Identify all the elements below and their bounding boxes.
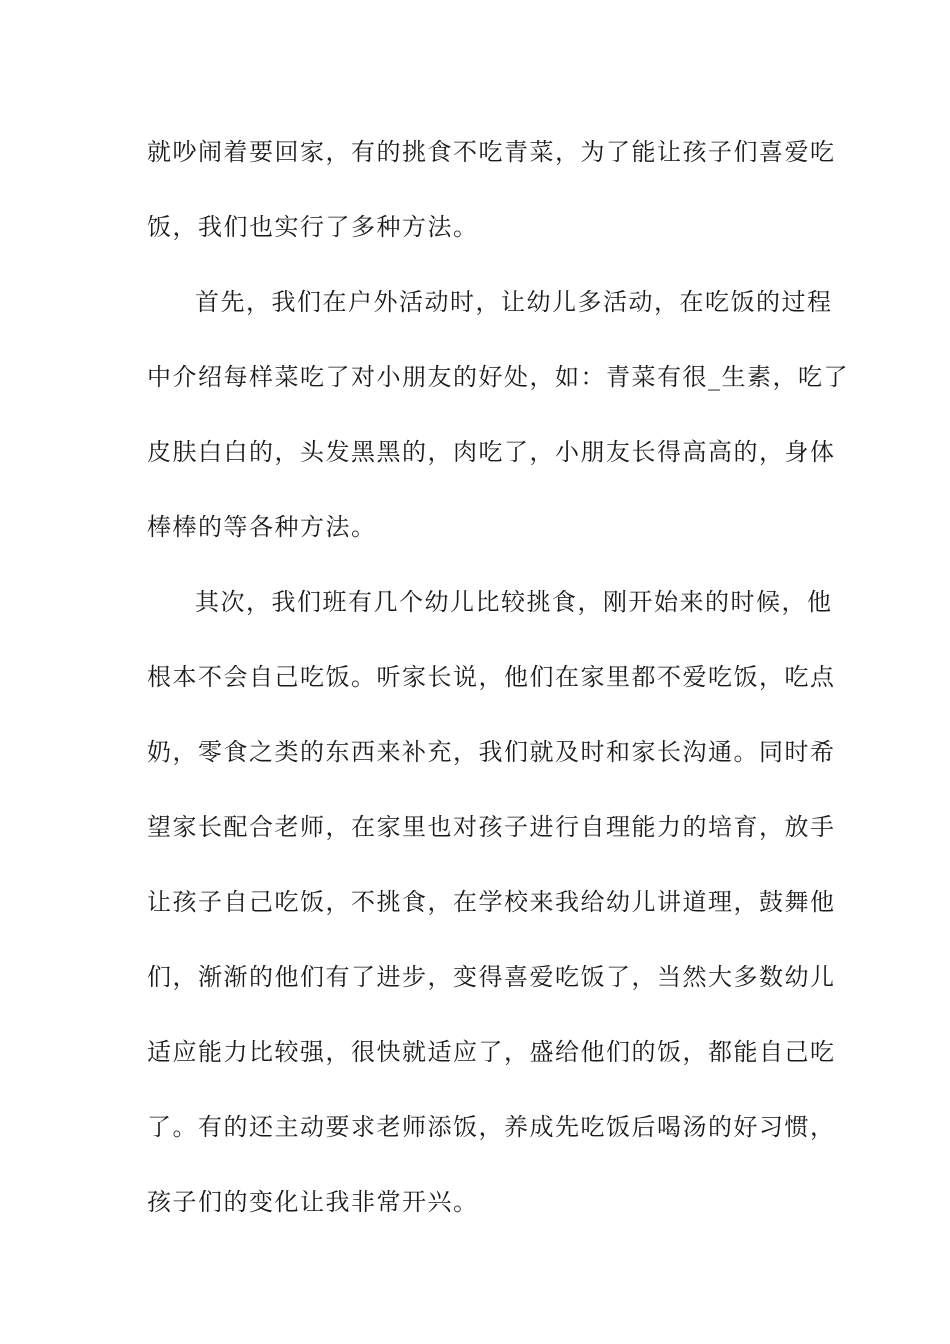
text-line: 孩子们的变化让我非常开兴。 bbox=[147, 1188, 479, 1216]
text-line: 们，渐渐的他们有了进步，变得喜爱吃饭了，当然大多数幼儿 bbox=[147, 963, 836, 991]
paragraph-first-line: 其次，我们班有几个幼儿比较挑食，刚开始来的时候，他 bbox=[195, 588, 833, 616]
text-line: 中介绍每样菜吃了对小朋友的好处，如：青菜有很_生素，吃了 bbox=[147, 363, 849, 391]
text-line: 望家长配合老师，在家里也对孩子进行自理能力的培育，放手 bbox=[147, 813, 836, 841]
text-line: 根本不会自己吃饭。听家长说，他们在家里都不爱吃饭，吃点 bbox=[147, 663, 836, 691]
text-line: 棒棒的等各种方法。 bbox=[147, 513, 377, 541]
text-line: 奶，零食之类的东西来补充，我们就及时和家长沟通。同时希 bbox=[147, 738, 836, 766]
paragraph-first-line: 首先，我们在户外活动时，让幼儿多活动，在吃饭的过程 bbox=[195, 288, 833, 316]
text-line: 皮肤白白的，头发黑黑的，肉吃了，小朋友长得高高的，身体 bbox=[147, 438, 836, 466]
text-line: 让孩子自己吃饭，不挑食，在学校来我给幼儿讲道理，鼓舞他 bbox=[147, 888, 836, 916]
text-line: 就吵闹着要回家，有的挑食不吃青菜，为了能让孩子们喜爱吃 bbox=[147, 138, 836, 166]
text-line: 了。有的还主动要求老师添饭，养成先吃饭后喝汤的好习惯， bbox=[147, 1113, 836, 1141]
text-line: 饭，我们也实行了多种方法。 bbox=[147, 213, 479, 241]
text-line: 适应能力比较强，很快就适应了，盛给他们的饭，都能自己吃 bbox=[147, 1038, 836, 1066]
